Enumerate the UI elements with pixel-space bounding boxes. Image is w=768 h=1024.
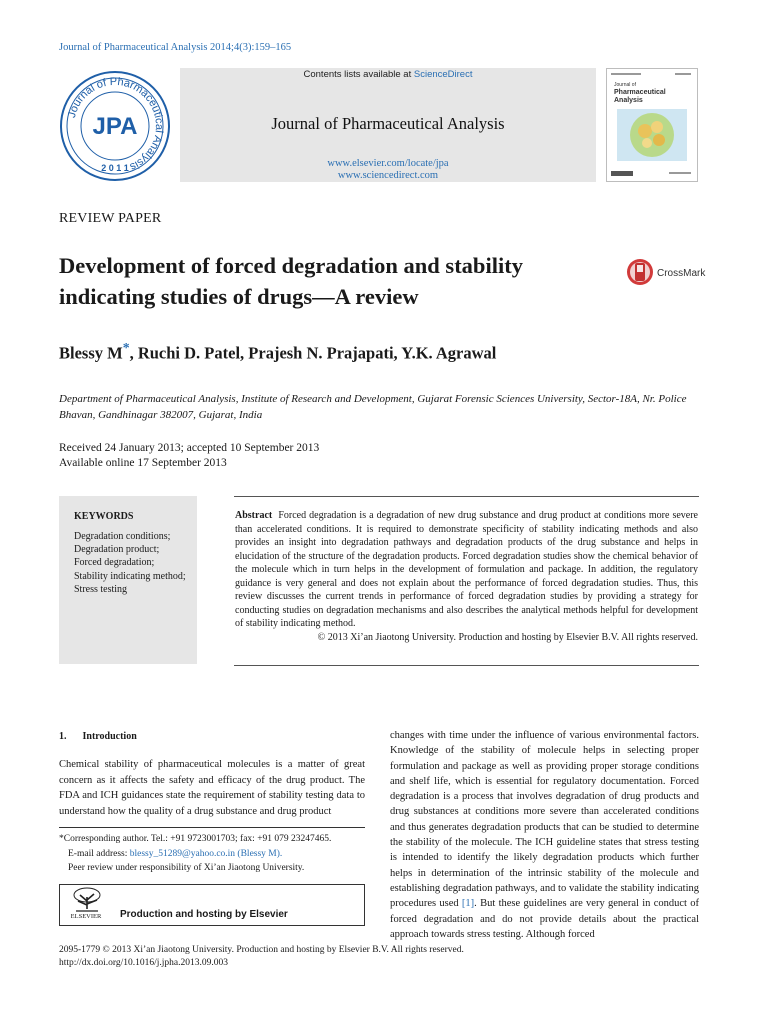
right-column-text-a: changes with time under the influence of various environmental factors. Knowledge of the stability of molecule helps in selecting proper formulation and package as well as providing proper storage conditions and shelf life, which is essential for regulatory documentation. Forced degradation is a process that involves degradation of drug products and drug substances at conditions more severe than accelerated conditions and thus generates degradation products that can be studied to determine the stability of the molecule. The ICH guideline states that stress testing is intended to identify the likely degradation products which further helps in determination of the intrinsic stability of the molecule and establishing degradation pathways, and to validate the stability indicating procedures used [390,730,699,910]
cover-image [607,69,697,181]
cover-line-3: Analysis [614,97,643,104]
keyword-item: Degradation product; [74,544,160,556]
other-authors: , Ruchi D. Patel, Prajesh N. Prajapati, Y.K. Agrawal [129,343,497,363]
crossmark-label: CrossMark [657,268,706,279]
first-author: Blessy M [59,343,123,363]
corresponding-author-marker[interactable]: * [122,340,130,355]
available-online-date: Available online 17 September 2013 [59,457,227,469]
page-footer [59,944,464,970]
email-line [59,847,369,862]
journal-citation[interactable]: Journal of Pharmaceutical Analysis 2014;4(3):159–165 [59,42,292,53]
crossmark-button[interactable] [626,256,714,288]
keyword-item: Forced degradation; [74,557,155,569]
contents-available [180,69,596,80]
jpa-logo [59,70,171,182]
sciencedirect-url-link[interactable]: www.sciencedirect.com [337,170,439,181]
keyword-item: Degradation conditions; [74,531,171,542]
logo-year: 2 0 1 1 [101,163,129,173]
elsevier-hosting-text: Production and hosting by Elsevier [120,909,288,920]
abstract-top-rule [234,496,699,497]
article-title: Development of forced degradation and stability indicating studies of drugs—A review [59,253,523,309]
section-number: 1. [59,731,67,742]
keywords-list [74,530,192,596]
logo-initials: JPA [92,113,138,140]
abstract-block [235,509,698,644]
email-label: E-mail address: [68,848,130,859]
abstract-text: Forced degradation is a degradation of new drug substance and drug product at conditions more severe than accelerated conditions. It is required to demonstrate specificity of stability indicating methods and also provides an insight into degradation pathways and degradation products of the drug substance and helps in elucidation of the structure of the degradation products. Forced degradation studies show the chemical behavior of the molecule which in turn helps in the development of formulation and package. In addition, the regulatory guidance is very general and does not explain about the performance of forced degradation studies. Thus, this review discusses the current trends in performance of forced degradation studies by providing a strategy for conducting studies on degradation mechanisms and also describes the analytical methods helpful for development of stability indicating method. [235,510,698,629]
journal-cover-thumbnail [606,68,698,182]
email-link[interactable]: blessy_51289@yahoo.co.in (Blessy M). [129,848,283,859]
intro-left-column: Chemical stability of pharmaceutical molecules is a matter of great concern as it affects the safety and efficacy of the drug product. The FDA and ICH guidances state the requirement of stability testing data to understand how the quality of a drug substance and drug product [59,759,365,817]
crossmark-icon [627,259,653,285]
abstract-bottom-rule [234,665,699,666]
logo-ring-text: Journal of Pharmaceutical Analysis [65,75,166,173]
elsevier-url-link[interactable]: www.elsevier.com/locate/jpa [327,158,449,169]
contents-prefix: Contents lists available at [303,69,414,80]
section-heading-introduction [59,731,137,742]
footnote-rule [59,827,365,828]
sciencedirect-link[interactable]: ScienceDirect [413,69,473,80]
keywords-heading: KEYWORDS [74,511,134,522]
keyword-item: Stress testing [74,583,128,595]
corresponding-author-note: *Corresponding author. Tel.: +91 9723001703; fax: +91 079 23247465. [59,834,332,844]
paper-type-label: REVIEW PAPER [59,211,162,226]
affiliation: Department of Pharmaceutical Analysis, Institute of Research and Development, Gujarat Forensic Sciences University, Sector-18A, Nr. Police Bhavan, Gandhinagar 382007, Gujarat, India [59,393,687,421]
elsevier-wordmark: ELSEVIER [70,913,102,920]
peer-review-note: Peer review under responsibility of Xi’an Jiaotong University. [68,863,305,873]
keyword-item: Stability indicating method; [74,570,186,582]
abstract-label: Abstract [235,510,273,521]
received-accepted-date: Received 24 January 2013; accepted 10 September 2013 [59,442,320,454]
section-title: Introduction [82,731,137,742]
doi-link[interactable]: http://dx.doi.org/10.1016/j.jpha.2013.09.003 [59,958,228,968]
journal-name: Journal of Pharmaceutical Analysis [271,114,505,133]
issn-copyright: 2095-1779 © 2013 Xi’an Jiaotong University. Production and hosting by Elsevier B.V. All rights reserved. [59,945,464,955]
intro-right-column [390,728,699,942]
cover-line-2: Pharmaceutical [614,89,666,96]
footnote-block [59,832,369,876]
right-column-text-b: . But these guidelines are very general in conduct of forced degradation and do not provide details about the practical approach towards stress testing. Although forced [390,898,699,940]
article-dates [59,441,319,471]
abstract-copyright: © 2013 Xi’an Jiaotong University. Production and hosting by Elsevier B.V. All rights reserved. [317,631,698,643]
journal-urls [180,158,596,182]
author-list [59,340,496,364]
cover-line-1: Journal of [614,82,636,88]
reference-link[interactable]: [1] [461,898,475,910]
